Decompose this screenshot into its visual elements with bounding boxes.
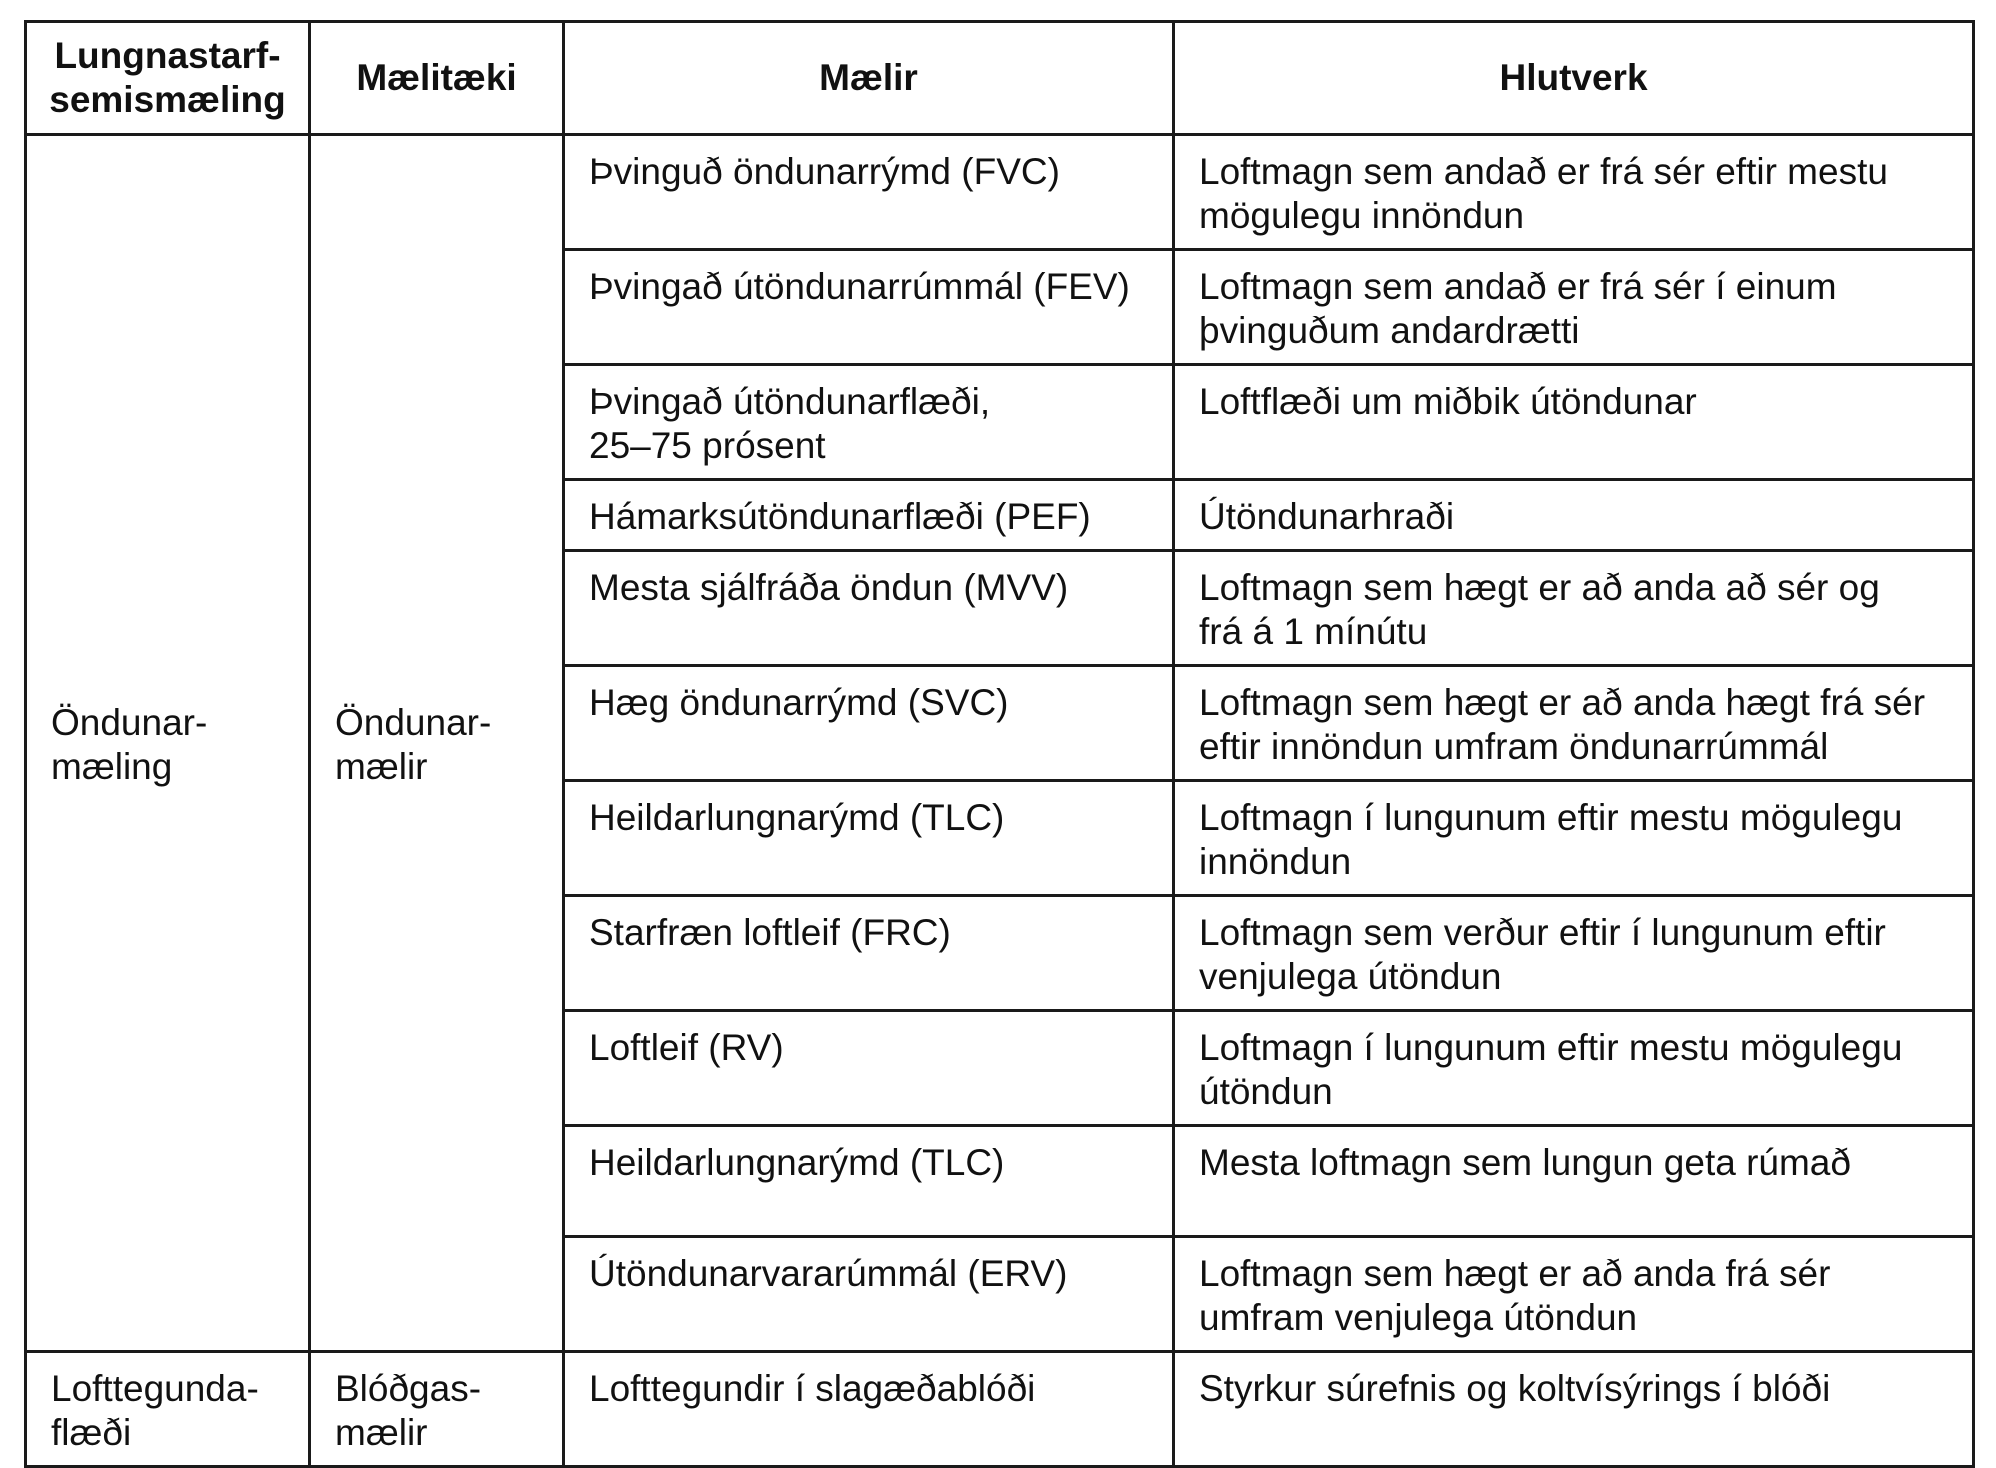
measure-cell: Hámarksútöndunarflæði (PEF) bbox=[564, 480, 1174, 551]
measure-cell: Heildarlungnarýmd (TLC) bbox=[564, 1126, 1174, 1237]
header-role: Hlutverk bbox=[1174, 22, 1974, 135]
header-test: Lungnastarf- semismæling bbox=[26, 22, 310, 135]
role-cell: Útöndunarhraði bbox=[1174, 480, 1974, 551]
role-cell: Loftmagn sem andað er frá sér í einum þvinguðum andardrætti bbox=[1174, 250, 1974, 365]
measure-cell: Lofttegundir í slagæðablóði bbox=[564, 1352, 1174, 1467]
measure-cell: Hæg öndunarrýmd (SVC) bbox=[564, 666, 1174, 781]
role-cell: Loftmagn í lungunum eftir mestu mögulegu innöndun bbox=[1174, 781, 1974, 896]
role-cell: Loftmagn sem andað er frá sér eftir mestu mögulegu innöndun bbox=[1174, 135, 1974, 250]
role-cell: Loftflæði um miðbik útöndunar bbox=[1174, 365, 1974, 480]
measure-cell: Heildarlungnarýmd (TLC) bbox=[564, 781, 1174, 896]
header-instrument: Mælitæki bbox=[310, 22, 564, 135]
lung-function-table-container bbox=[24, 20, 1975, 1468]
role-cell: Loftmagn í lungunum eftir mestu mögulegu útöndun bbox=[1174, 1011, 1974, 1126]
test-cell: Öndunar- mæling bbox=[26, 135, 310, 1352]
role-cell: Mesta loftmagn sem lungun geta rúmað bbox=[1174, 1126, 1974, 1237]
role-cell: Loftmagn sem hægt er að anda frá sér umfram venjulega útöndun bbox=[1174, 1237, 1974, 1352]
measure-cell: Þvingað útöndunarflæði, 25–75 prósent bbox=[564, 365, 1174, 480]
table-row bbox=[26, 135, 1974, 250]
role-cell: Loftmagn sem verður eftir í lungunum eftir venjulega útöndun bbox=[1174, 896, 1974, 1011]
measure-cell: Starfræn loftleif (FRC) bbox=[564, 896, 1174, 1011]
instrument-cell: Blóðgas- mælir bbox=[310, 1352, 564, 1467]
instrument-cell: Öndunar- mælir bbox=[310, 135, 564, 1352]
test-cell: Lofttegunda- flæði bbox=[26, 1352, 310, 1467]
measure-cell: Þvingað útöndunarrúmmál (FEV) bbox=[564, 250, 1174, 365]
measure-cell: Mesta sjálfráða öndun (MVV) bbox=[564, 551, 1174, 666]
role-cell: Loftmagn sem hægt er að anda hægt frá sér eftir innöndun umfram öndunarrúmmál bbox=[1174, 666, 1974, 781]
measure-cell: Þvinguð öndunarrýmd (FVC) bbox=[564, 135, 1174, 250]
role-cell: Loftmagn sem hægt er að anda að sér og frá á 1 mínútu bbox=[1174, 551, 1974, 666]
lung-function-table bbox=[24, 20, 1975, 1468]
header-row bbox=[26, 22, 1974, 135]
role-cell: Styrkur súrefnis og koltvísýrings í blóði bbox=[1174, 1352, 1974, 1467]
measure-cell: Útöndunarvararúmmál (ERV) bbox=[564, 1237, 1174, 1352]
table-row bbox=[26, 1352, 1974, 1467]
measure-cell: Loftleif (RV) bbox=[564, 1011, 1174, 1126]
header-measure: Mælir bbox=[564, 22, 1174, 135]
